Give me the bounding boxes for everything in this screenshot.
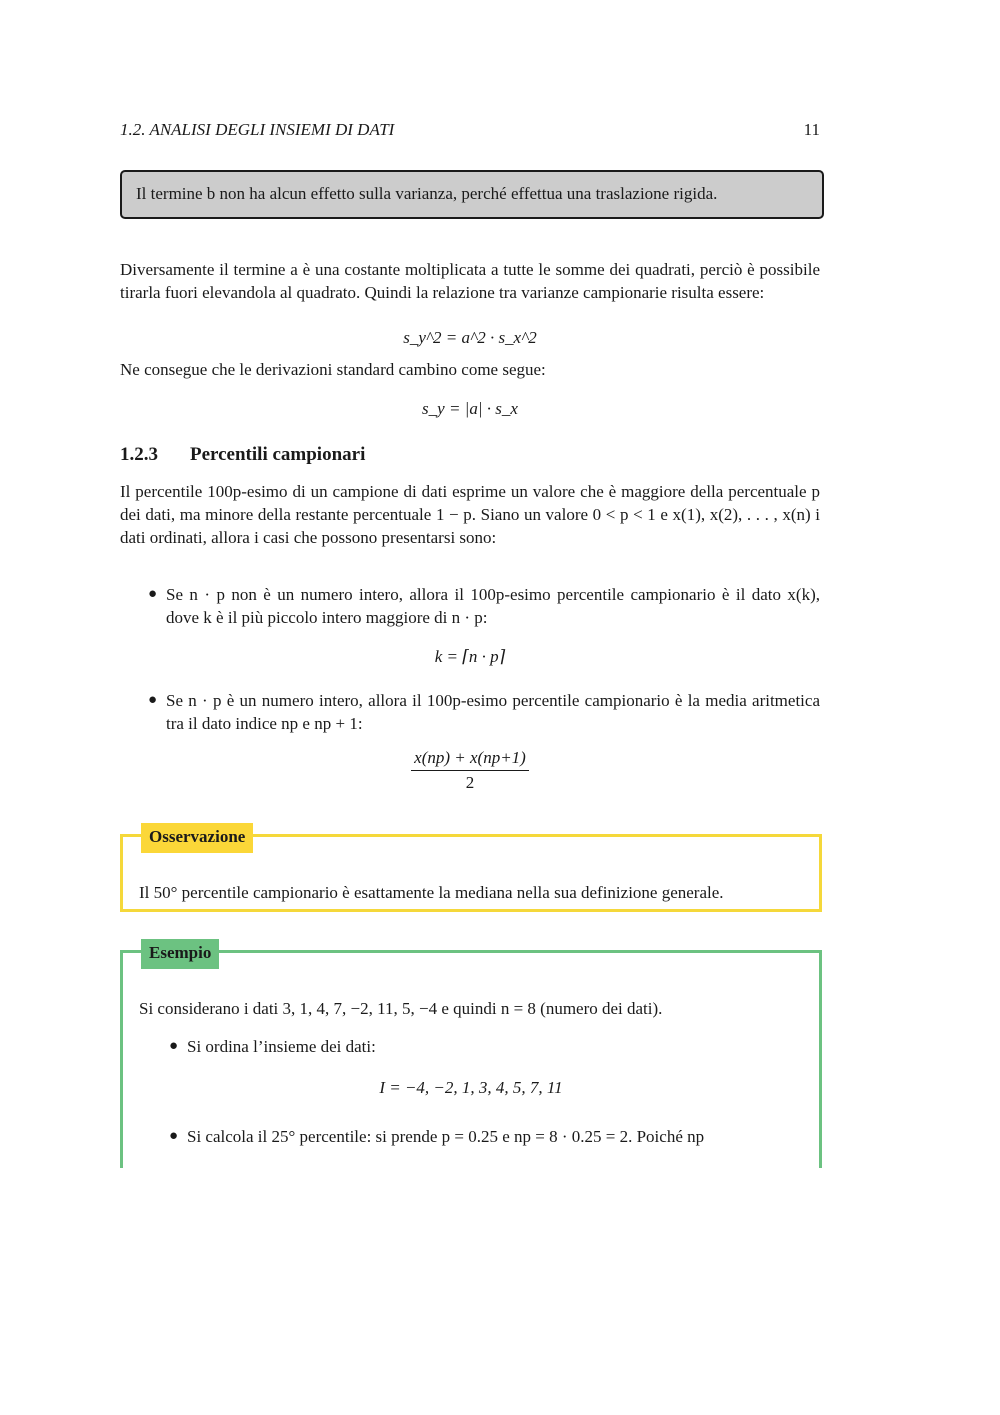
example-box xyxy=(120,943,822,1168)
section-title: Percentili campionari xyxy=(190,444,366,465)
list-item xyxy=(148,689,820,735)
section-heading xyxy=(120,444,365,466)
formula-std-text: s_y = |a| · s_x xyxy=(422,399,518,418)
note-box-text: Il termine b non ha alcun effetto sulla varianza, perché effettua una traslazione rigida. xyxy=(136,184,718,203)
fraction-denominator: 2 xyxy=(465,773,475,792)
page-number: 11 xyxy=(803,120,820,139)
observation-title: Osservazione xyxy=(141,823,253,853)
formula-ceiling xyxy=(120,645,820,668)
list-item xyxy=(169,1125,809,1148)
paragraph-percentile-def: Il percentile 100p-esimo di un campione di dati esprime un valore che è maggiore della percentuale p dei dati, ma minore della restante percentuale 1 − p. Siano un valore 0 < p < 1 e x(1), x(2), . . . , x(n) i dati ordinati, allora i casi che possono presentarsi sono: xyxy=(120,482,820,547)
example-intro: Si considerano i dati 3, 1, 4, 7, −2, 11, 5, −4 e quindi n = 8 (numero dei dati). xyxy=(139,999,663,1018)
running-header xyxy=(120,120,820,140)
formula-ordered-set: I = −4, −2, 1, 3, 4, 5, 7, 11 xyxy=(379,1078,563,1097)
formula-mean xyxy=(120,746,820,794)
formula-variance xyxy=(120,326,820,349)
list-item xyxy=(148,583,820,629)
paragraph-std: Ne consegue che le derivazioni standard cambino come segue: xyxy=(120,360,546,379)
bullet-icon: ● xyxy=(169,1128,179,1144)
fraction-numerator: x(np) + x(np+1) xyxy=(411,746,529,771)
note-box xyxy=(120,170,824,219)
observation-text: Il 50° percentile campionario è esattamente la mediana nella sua definizione generale. xyxy=(139,883,724,902)
bullet-icon: ● xyxy=(169,1038,179,1054)
formula-variance-text: s_y^2 = a^2 · s_x^2 xyxy=(403,328,537,347)
header-section: 1.2. ANALISI DEGLI INSIEMI DI DATI xyxy=(120,120,395,139)
formula-ceiling-text: k = ⌈n · p⌉ xyxy=(434,647,506,666)
section-number: 1.2.3 xyxy=(120,444,158,465)
list-item-text: Si ordina l’insieme dei dati: xyxy=(187,1037,376,1056)
list-item-text: Se n · p è un numero intero, allora il 100p-esimo percentile campionario è la media aritmetica tra il dato indice np e np + 1: xyxy=(166,691,820,733)
bullet-icon: ● xyxy=(148,692,158,708)
list-item-text: Se n · p non è un numero intero, allora il 100p-esimo percentile campionario è il dato x(k), dove k è il più piccolo intero maggiore di n · p: xyxy=(166,585,820,627)
paragraph-variance: Diversamente il termine a è una costante moltiplicata a tutte le somme dei quadrati, perciò è possibile tirarla fuori elevandola al quadrato. Quindi la relazione tra varianze campionarie risulta essere: xyxy=(120,260,820,302)
list-item-text: Si calcola il 25° percentile: si prende p = 0.25 e np = 8 · 0.25 = 2. Poiché np xyxy=(187,1127,705,1146)
formula-std xyxy=(120,397,820,420)
fraction xyxy=(411,746,529,794)
bullet-icon: ● xyxy=(148,586,158,602)
list-item xyxy=(169,1035,809,1058)
observation-box xyxy=(120,827,822,912)
example-title: Esempio xyxy=(141,939,219,969)
